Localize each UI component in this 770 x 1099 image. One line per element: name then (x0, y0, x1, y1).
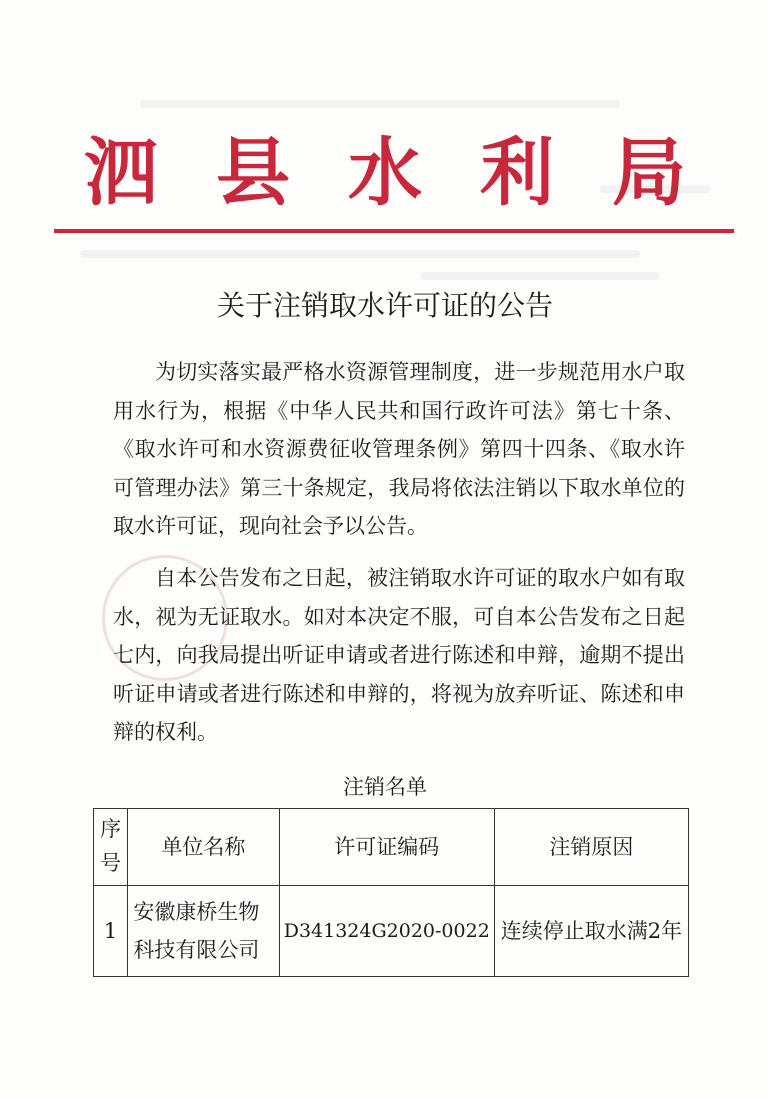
scan-noise (80, 250, 640, 258)
cell-reason: 连续停止取水满2年 (494, 886, 688, 977)
notice-paragraph-1: 为切实落实最严格水资源管理制度，进一步规范用水户取用水行为，根据《中华人民共和国行政许可法》第七十条、《取水许可和水资源费征收管理条例》第四十四条、《取水许可管理办法》第三十条规定，我局将依法注销以下取水单位的取水许可证，现向社会予以公告。 (113, 360, 685, 538)
notice-title: 关于注销取水许可证的公告 (216, 289, 553, 322)
cell-permit-code: D341324G2020-0022 (279, 886, 494, 977)
agency-letterhead: 泗县水利局 (84, 130, 744, 216)
table-row (94, 886, 689, 977)
cell-seq: 1 (94, 886, 128, 977)
unit-name-text: 安徽康桥生物科技有限公司 (133, 900, 260, 962)
scan-noise (140, 100, 620, 108)
letterhead-divider (54, 229, 734, 233)
header-seq-label: 序号 (100, 817, 122, 875)
header-unit-name: 单位名称 (128, 809, 280, 886)
header-reason: 注销原因 (494, 809, 688, 886)
cancellation-table (93, 808, 689, 977)
scan-noise (420, 272, 660, 280)
notice-paragraph-2: 自本公告发布之日起，被注销取水许可证的取水户如有取水，视为无证取水。如对本决定不服，可自本公告发布之日起七内，向我局提出听证申请或者进行陈述和申辩，逾期不提出听证申请或者进行陈述和申辩的，将视为放弃听证、陈述和申辩的权利。 (113, 566, 685, 744)
table-header-row (94, 809, 689, 886)
header-permit-code: 许可证编码 (279, 809, 494, 886)
list-title: 注销名单 (343, 775, 427, 799)
cell-unit-name (128, 886, 280, 977)
header-seq (94, 809, 128, 886)
